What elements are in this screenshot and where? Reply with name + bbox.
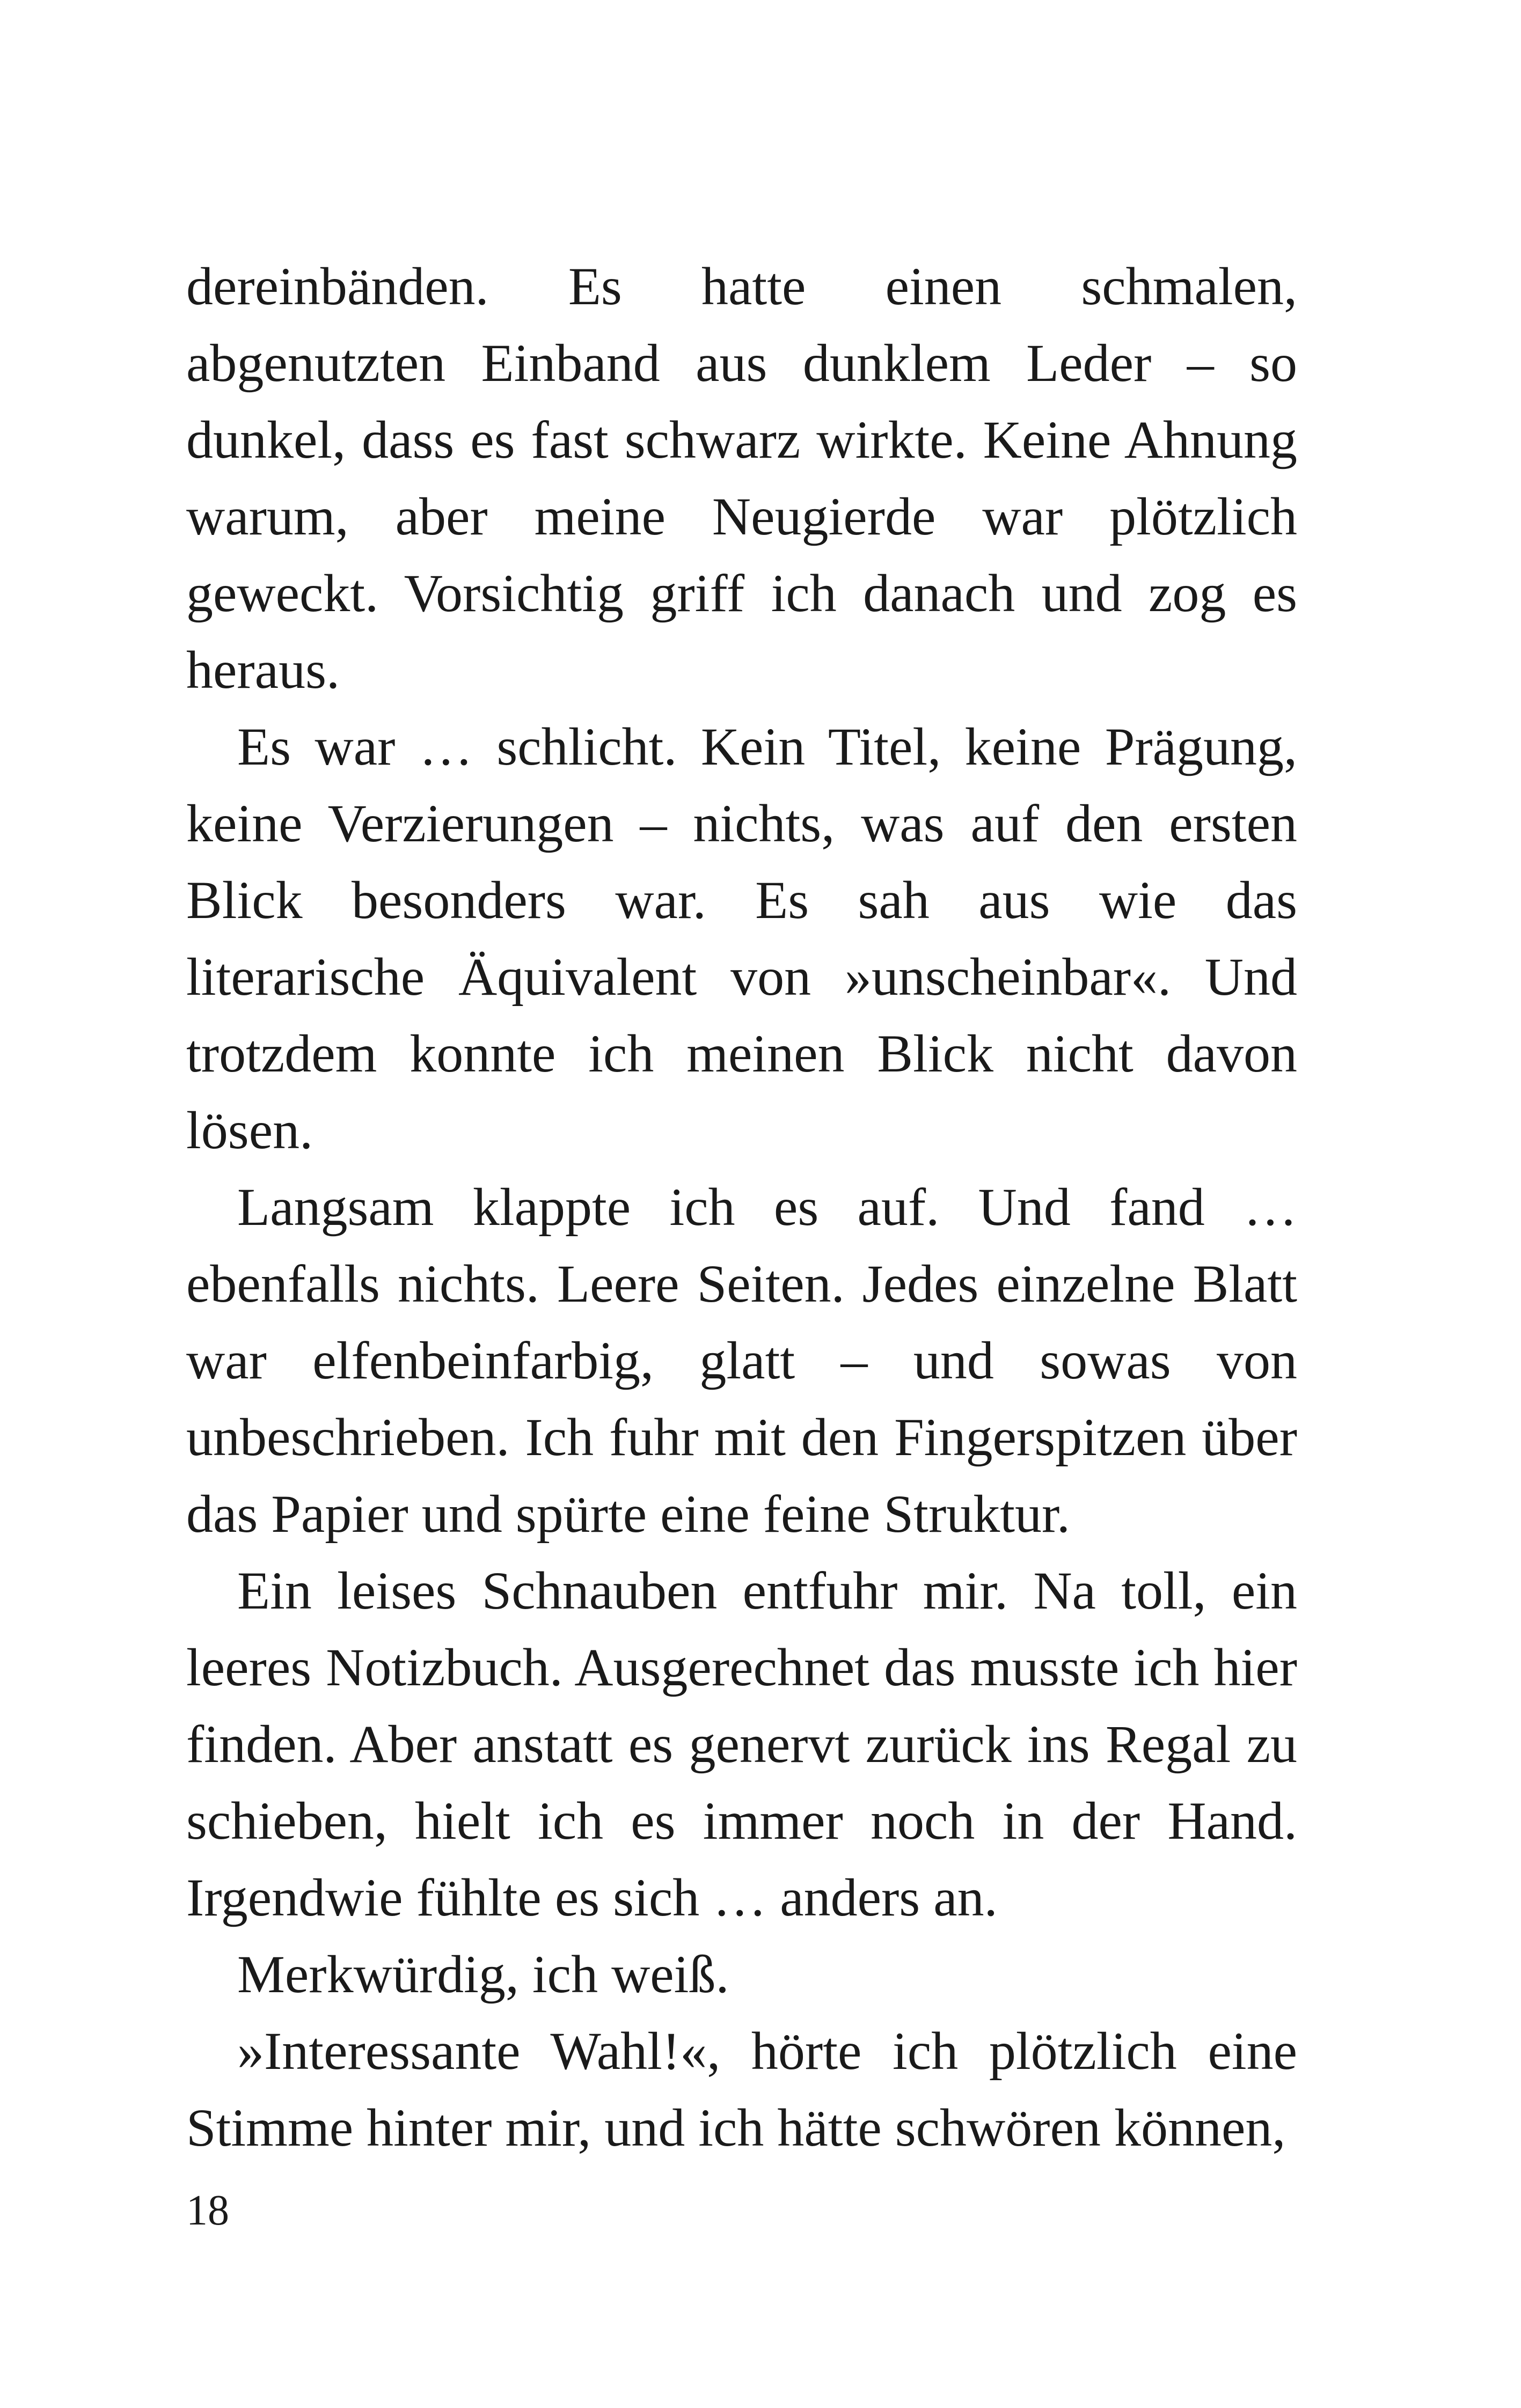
page-number: 18 [186,2187,229,2234]
body-text [186,248,1297,2166]
paragraph-4: Ein leises Schnauben entfuhr mir. Na toll, ein leeres Notizbuch. Ausgerechnet das musste ich hier finden. Aber anstatt es genervt zurück ins Regal zu schieben, hielt ich es immer noch in der Hand. Irgendwie fühlte es sich … anders an. [186,1561,1297,1927]
paragraph-5: Merkwürdig, ich weiß. [237,1944,729,2004]
paragraph-2: Es war … schlicht. Kein Titel, keine Prägung, keine Verzierungen – nichts, was auf den ersten Blick besonders war. Es sah aus wie das literarische Äquivalent von »unscheinbar«. Und trotzdem konnte ich meinen Blick nicht davon lösen. [186,717,1297,1160]
paragraph-6: »Interessante Wahl!«, hörte ich plötzlich eine Stimme hinter mir, und ich hätte schwören können, [186,2021,1297,2157]
paragraph-1: dereinbänden. Es hatte einen schmalen, abgenutzten Einband aus dunklem Leder – so dunkel, dass es fast schwarz wirkte. Keine Ahnung warum, aber meine Neugierde war plötzlich geweckt. Vorsichtig griff ich danach und zog es heraus. [186,256,1297,700]
paragraph-3: Langsam klappte ich es auf. Und fand … ebenfalls nichts. Leere Seiten. Jedes einzelne Blatt war elfenbeinfarbig, glatt – und sowas von unbeschrieben. Ich fuhr mit den Fingerspitzen über das Papier und spürte eine feine Struktur. [186,1177,1297,1544]
